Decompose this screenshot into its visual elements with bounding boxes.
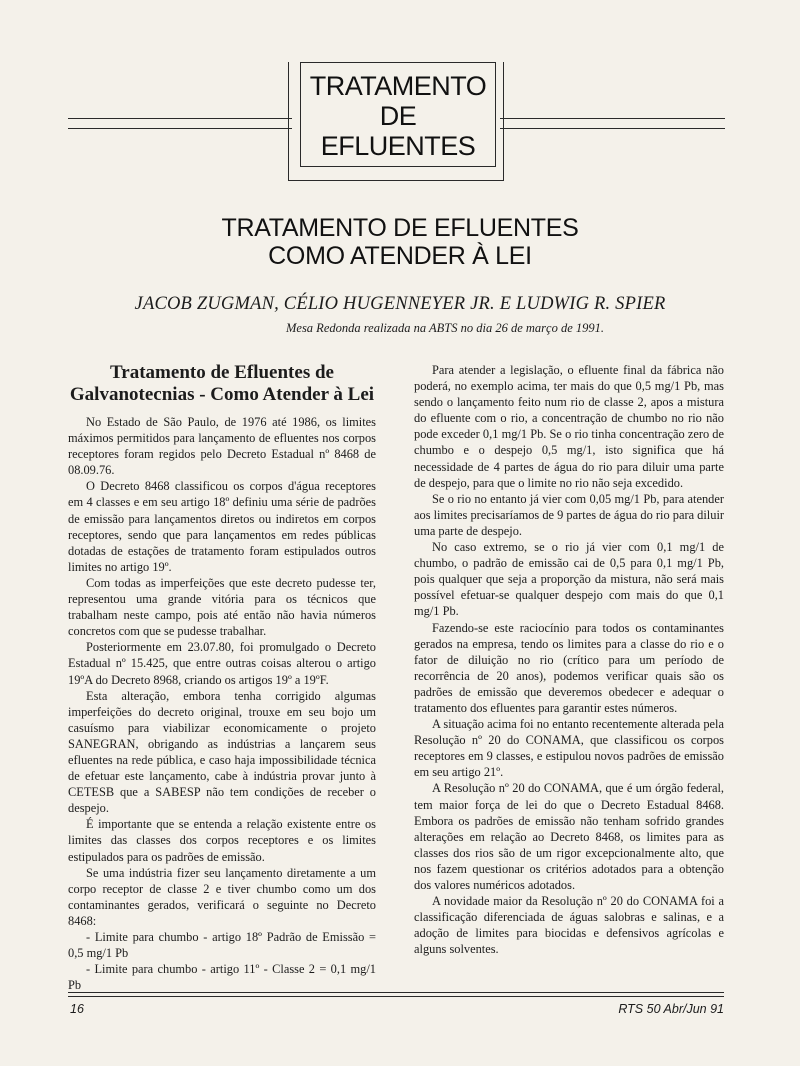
left-column <box>68 362 376 993</box>
column-heading <box>68 362 376 406</box>
paragraph: A novidade maior da Resolução nº 20 do CONAMA foi a classificação diferenciada de águas salobras e salinas, e a adoção de limites para biocidas e defensivos agrícolas e alguns solventes. <box>414 894 724 957</box>
paragraph: A situação acima foi no entanto recentemente alterada pela Resolução nº 20 do CONAMA, que classificou os corpos receptores em 9 classes, e estipulou novos padrões de emissão em seu artigo 21º. <box>414 717 724 780</box>
paragraph: Se o rio no entanto já vier com 0,05 mg/1 Pb, para atender aos limites precisaríamos de 9 partes de água do rio para diluir uma parte de despejo. <box>414 491 725 538</box>
footer-rule-bottom <box>68 996 724 997</box>
paragraph: Fazendo-se este raciocínio para todos os contaminantes gerados na empresa, tendo os limites para a classe do rio e o fator de diluição no rio (crítico para um período de recorrência de 20 anos), podemos verificar quais são os padrões de emissão que deveremos obedecer e adequar o tratamento dos efluentes para garantir estes números. <box>414 620 724 715</box>
paragraph-list-item: - Limite para chumbo - artigo 11º - Classe 2 = 0,1 mg/1 Pb <box>68 962 376 993</box>
paragraph: A Resolução nº 20 do CONAMA, que é um órgão federal, tem maior força de lei do que o Decreto Estadual 8468. Embora os padrões de emissão não tenham sofrido grandes alterações em relação ao Decreto 8468, os limites para as classes dos rios são de um rigor excepcionalmente alto, que nos fazem questionar os critérios adotados para a obtenção dos valores numéricos adotados. <box>414 781 724 892</box>
header-rule-right-top <box>500 118 725 119</box>
footer-rule-top <box>68 992 724 993</box>
section-title-line-3: EFLUENTES <box>320 131 476 161</box>
header-rule-left-bottom <box>68 128 292 129</box>
section-title-line-2: DE <box>379 101 417 131</box>
section-title-line-1: TRATAMENTO <box>309 71 487 101</box>
article-title-line-2: COMO ATENDER À LEI <box>268 242 532 270</box>
page-number: 16 <box>70 1002 84 1016</box>
paragraph-list-item: - Limite para chumbo - artigo 18º Padrão de Emissão = 0,5 mg/1 Pb <box>68 930 376 961</box>
paragraph: Com todas as imperfeições que este decreto pudesse ter, representou uma grande vitória para os técnicos que trabalham neste campo, pois até então não havia números concretos com que se pudesse trabalhar. <box>68 575 376 639</box>
paragraph: Esta alteração, embora tenha corrigido algumas imperfeições do decreto original, trouxe em seu bojo um casuísmo para viabilizar economicamente o projeto SANEGRAN, obrigando as indústrias a lançarem seus efluentes na rede pública, e caso haja impossibilidade técnica de efetuar este lançamento, cabe à indústria provar junto à CETESB que a SABESP não tem condições de receber o despejo. <box>68 688 376 816</box>
article-subtitle <box>0 321 800 336</box>
section-title-box <box>300 62 496 167</box>
paragraph: Posteriormente em 23.07.80, foi promulgado o Decreto Estadual nº 15.425, que entre outras coisas alterou o artigo 19ºA do Decreto 8968, criando os artigos 19º a 19ºF. <box>68 640 376 687</box>
column-heading-line-1: Tratamento de Efluentes de <box>110 362 334 383</box>
paragraph: Para atender a legislação, o efluente final da fábrica não poderá, no exemplo acima, ter mais do que 0,5 mg/1 Pb, mas sendo o lançamento feito num rio de classe 2, apos a mistura do efluente com o rio, a concentração de chumbo no rio não pode exceder 0,1 mg/1 Pb. Se o rio tinha concentração zero de chumbo e o despejo 0,5 mg/1, isto significa que há necessidade de 4 partes de água do rio para diluir uma parte de despejo, para que o limite no rio não seja excedido. <box>414 363 724 490</box>
paragraph: No Estado de São Paulo, de 1976 até 1986, os limites máximos permitidos para lançamento de efluentes nos corpos receptores foram regidos pelo Decreto Estadual nº 8468 de 08.09.76. <box>68 415 376 478</box>
right-column <box>414 362 724 957</box>
column-heading-line-2: Galvanotecnias - Como Atender à Lei <box>69 384 375 405</box>
header-rule-right-bottom <box>500 128 725 129</box>
paragraph: O Decreto 8468 classificou os corpos d'água receptores em 4 classes e em seu artigo 18º definiu uma série de padrões de emissão para lançamentos diretos ou indiretos em corpos receptores, sendo que para lançamentos em redes públicas dotadas de estações de tratamento foram estipulados outros limites no artigo 19º. <box>68 479 376 574</box>
article-subtitle-text: Mesa Redonda realizada na ABTS no dia 26 de março de 1991. <box>285 321 605 335</box>
article-title <box>0 214 800 270</box>
paragraph: Se uma indústria fizer seu lançamento diretamente a um corpo receptor de classe 2 e tiver chumbo como um dos contaminantes gerados, verificará o seguinte no Decreto 8468: <box>68 865 376 928</box>
journal-issue: RTS 50 Abr/Jun 91 <box>618 1002 724 1016</box>
header-rule-left-top <box>68 118 292 119</box>
article-authors: JACOB ZUGMAN, CÉLIO HUGENNEYER JR. E LUDWIG R. SPIER <box>134 294 666 314</box>
paragraph: No caso extremo, se o rio já vier com 0,1 mg/1 de chumbo, o padrão de emissão cai de 0,5 para 0,1 mg/1 Pb, pois qualquer que seja a proporção da mistura, não será mais possível efetuar-se qualquer despejo com mais do que 0,1 mg/1 Pb. <box>414 540 724 619</box>
article-title-line-1: TRATAMENTO DE EFLUENTES <box>221 214 579 242</box>
paragraph: É importante que se entenda a relação existente entre os limites das classes dos corpos receptores e os limites estipulados para os padrões de emissão. <box>68 817 376 864</box>
